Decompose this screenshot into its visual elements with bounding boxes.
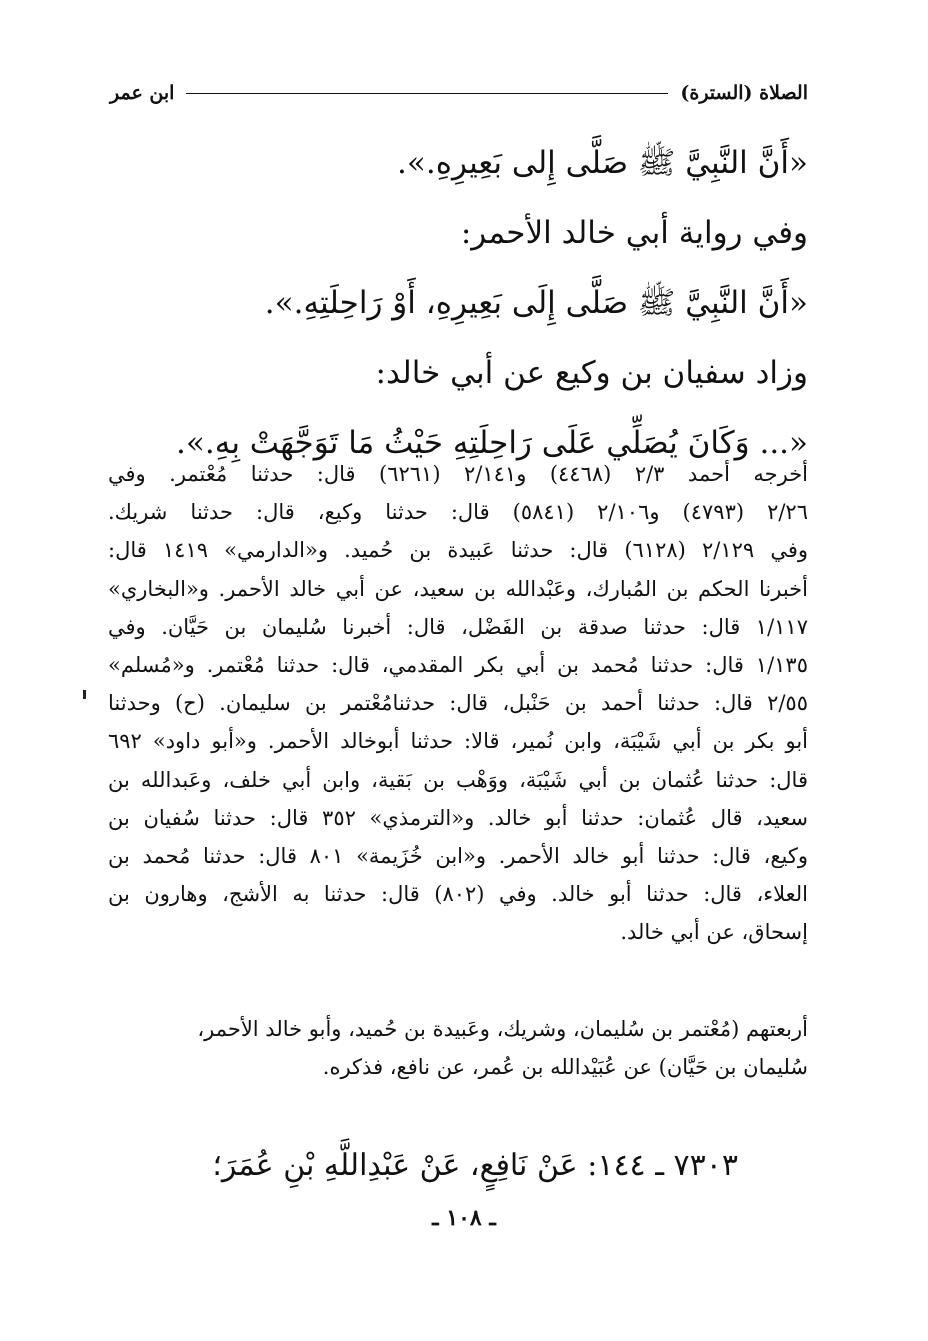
takhrij-line: سعيد، قال عُثمان: حدثنا أبو خالد. و«الترمذي» ٣٥٢ قال: حدثنا سُفيان بن [108,805,808,830]
page-number: ـ ١٠٨ ـ [432,1205,496,1231]
hadith-line: وفي رواية أبي خالد الأحمر: [460,215,808,251]
takhrij-line: إسحاق، عن أبي خالد. [620,920,808,945]
takhrij-line: أبو بكر بن أبي شَيْبَة، وابن نُمير، قالا: حدثنا أبوخالد الأحمر. و«أبو داود» ٦٩٢ [108,729,808,754]
running-header [110,78,808,108]
header-rule [186,93,668,94]
takhrij-line: ٢/٥٥ قال: حدثنا أحمد بن حَنْبل، قال: حدثنامُعْتمر بن سليمان. (ح) وحدثنا [108,691,808,716]
takhrij-line: وكيع، قال: حدثنا أبو خالد الأحمر. و«ابن خُزَيمة» ٨٠١ قال: حدثنا مُحمد بن [108,843,808,868]
scan-mark [83,690,86,699]
takhrij-line: أخبرنا الحكم بن المُبارك، وعَبْدالله بن سعيد، عن أبي خالد الأحمر. و«البخاري» [108,576,808,601]
takhrij-paragraph [108,455,808,951]
summary-line: سُليمان بن حَيَّان) عن عُبَيْدالله بن عُمر، عن نافع، فذكره. [322,1055,808,1079]
next-hadith-heading: ٧٣٠٣ ـ ١٤٤: عَنْ نَافِعٍ، عَنْ عَبْدِاللَّهِ بْنِ عُمَرَ؛ [212,1148,738,1183]
hadith-line: وزاد سفيان بن وكيع عن أبي خالد: [375,355,808,391]
hadith-line: «... وَكَانَ يُصَلِّي عَلَى رَاحِلَتِهِ حَيْثُ مَا تَوَجَّهَتْ بِهِ.». [176,425,808,461]
header-section-title: الصلاة (السترة) [680,82,808,104]
header-narrator: ابن عمر [110,82,175,104]
hadith-text [108,128,808,478]
takhrij-line: العلاء، قال: حدثنا أبو خالد. وفي (٨٠٢) قال: حدثنا به الأشج، وهارون بن [108,882,808,907]
takhrij-line: وفي ٢/١٢٩ (٦١٢٨) قال: حدثنا عَبيدة بن حُميد. و«الدارمي» ١٤١٩ قال: [108,538,809,563]
takhrij-line: ٢/٢٦ (٤٧٩٣) و٢/١٠٦ (٥٨٤١) قال: حدثنا وكيع، قال: حدثنا شريك. [108,500,808,525]
hadith-line: «أَنَّ النَّبِيَّ ﷺ صَلَّى إِلى بَعِيرِهِ.». [397,145,808,181]
takhrij-line: قال: حدثنا عُثمان بن أبي شَيْبَة، ووَهْب بن بَقية، وابن أبي خلف، وعَبدالله بن [108,767,808,792]
takhrij-line: أخرجه أحمد ٢/٣ (٤٤٦٨) و٢/١٤١ (٦٢٦١) قال: حدثنا مُعْتمر. وفي [108,462,809,486]
takhrij-line: ١/١١٧ قال: حدثنا صدقة بن الفَضْل، قال: أخبرنا سُليمان بن حَيَّان. وفي [108,614,808,639]
takhrij-line: ١/١٣٥ قال: حدثنا مُحمد بن أبي بكر المقدمي، قال: حدثنا مُعْتمر. و«مُسلم» [108,652,808,677]
hadith-line: «أَنَّ النَّبِيَّ ﷺ صَلَّى إِلَى بَعِيرِهِ، أَوْ رَاحِلَتِهِ.». [264,285,808,321]
summary-line: أربعتهم (مُعْتمر بن سُليمان، وشريك، وعَبيدة بن حُميد، وأبو خالد الأحمر، [197,1017,808,1041]
summary-paragraph [108,1010,808,1086]
